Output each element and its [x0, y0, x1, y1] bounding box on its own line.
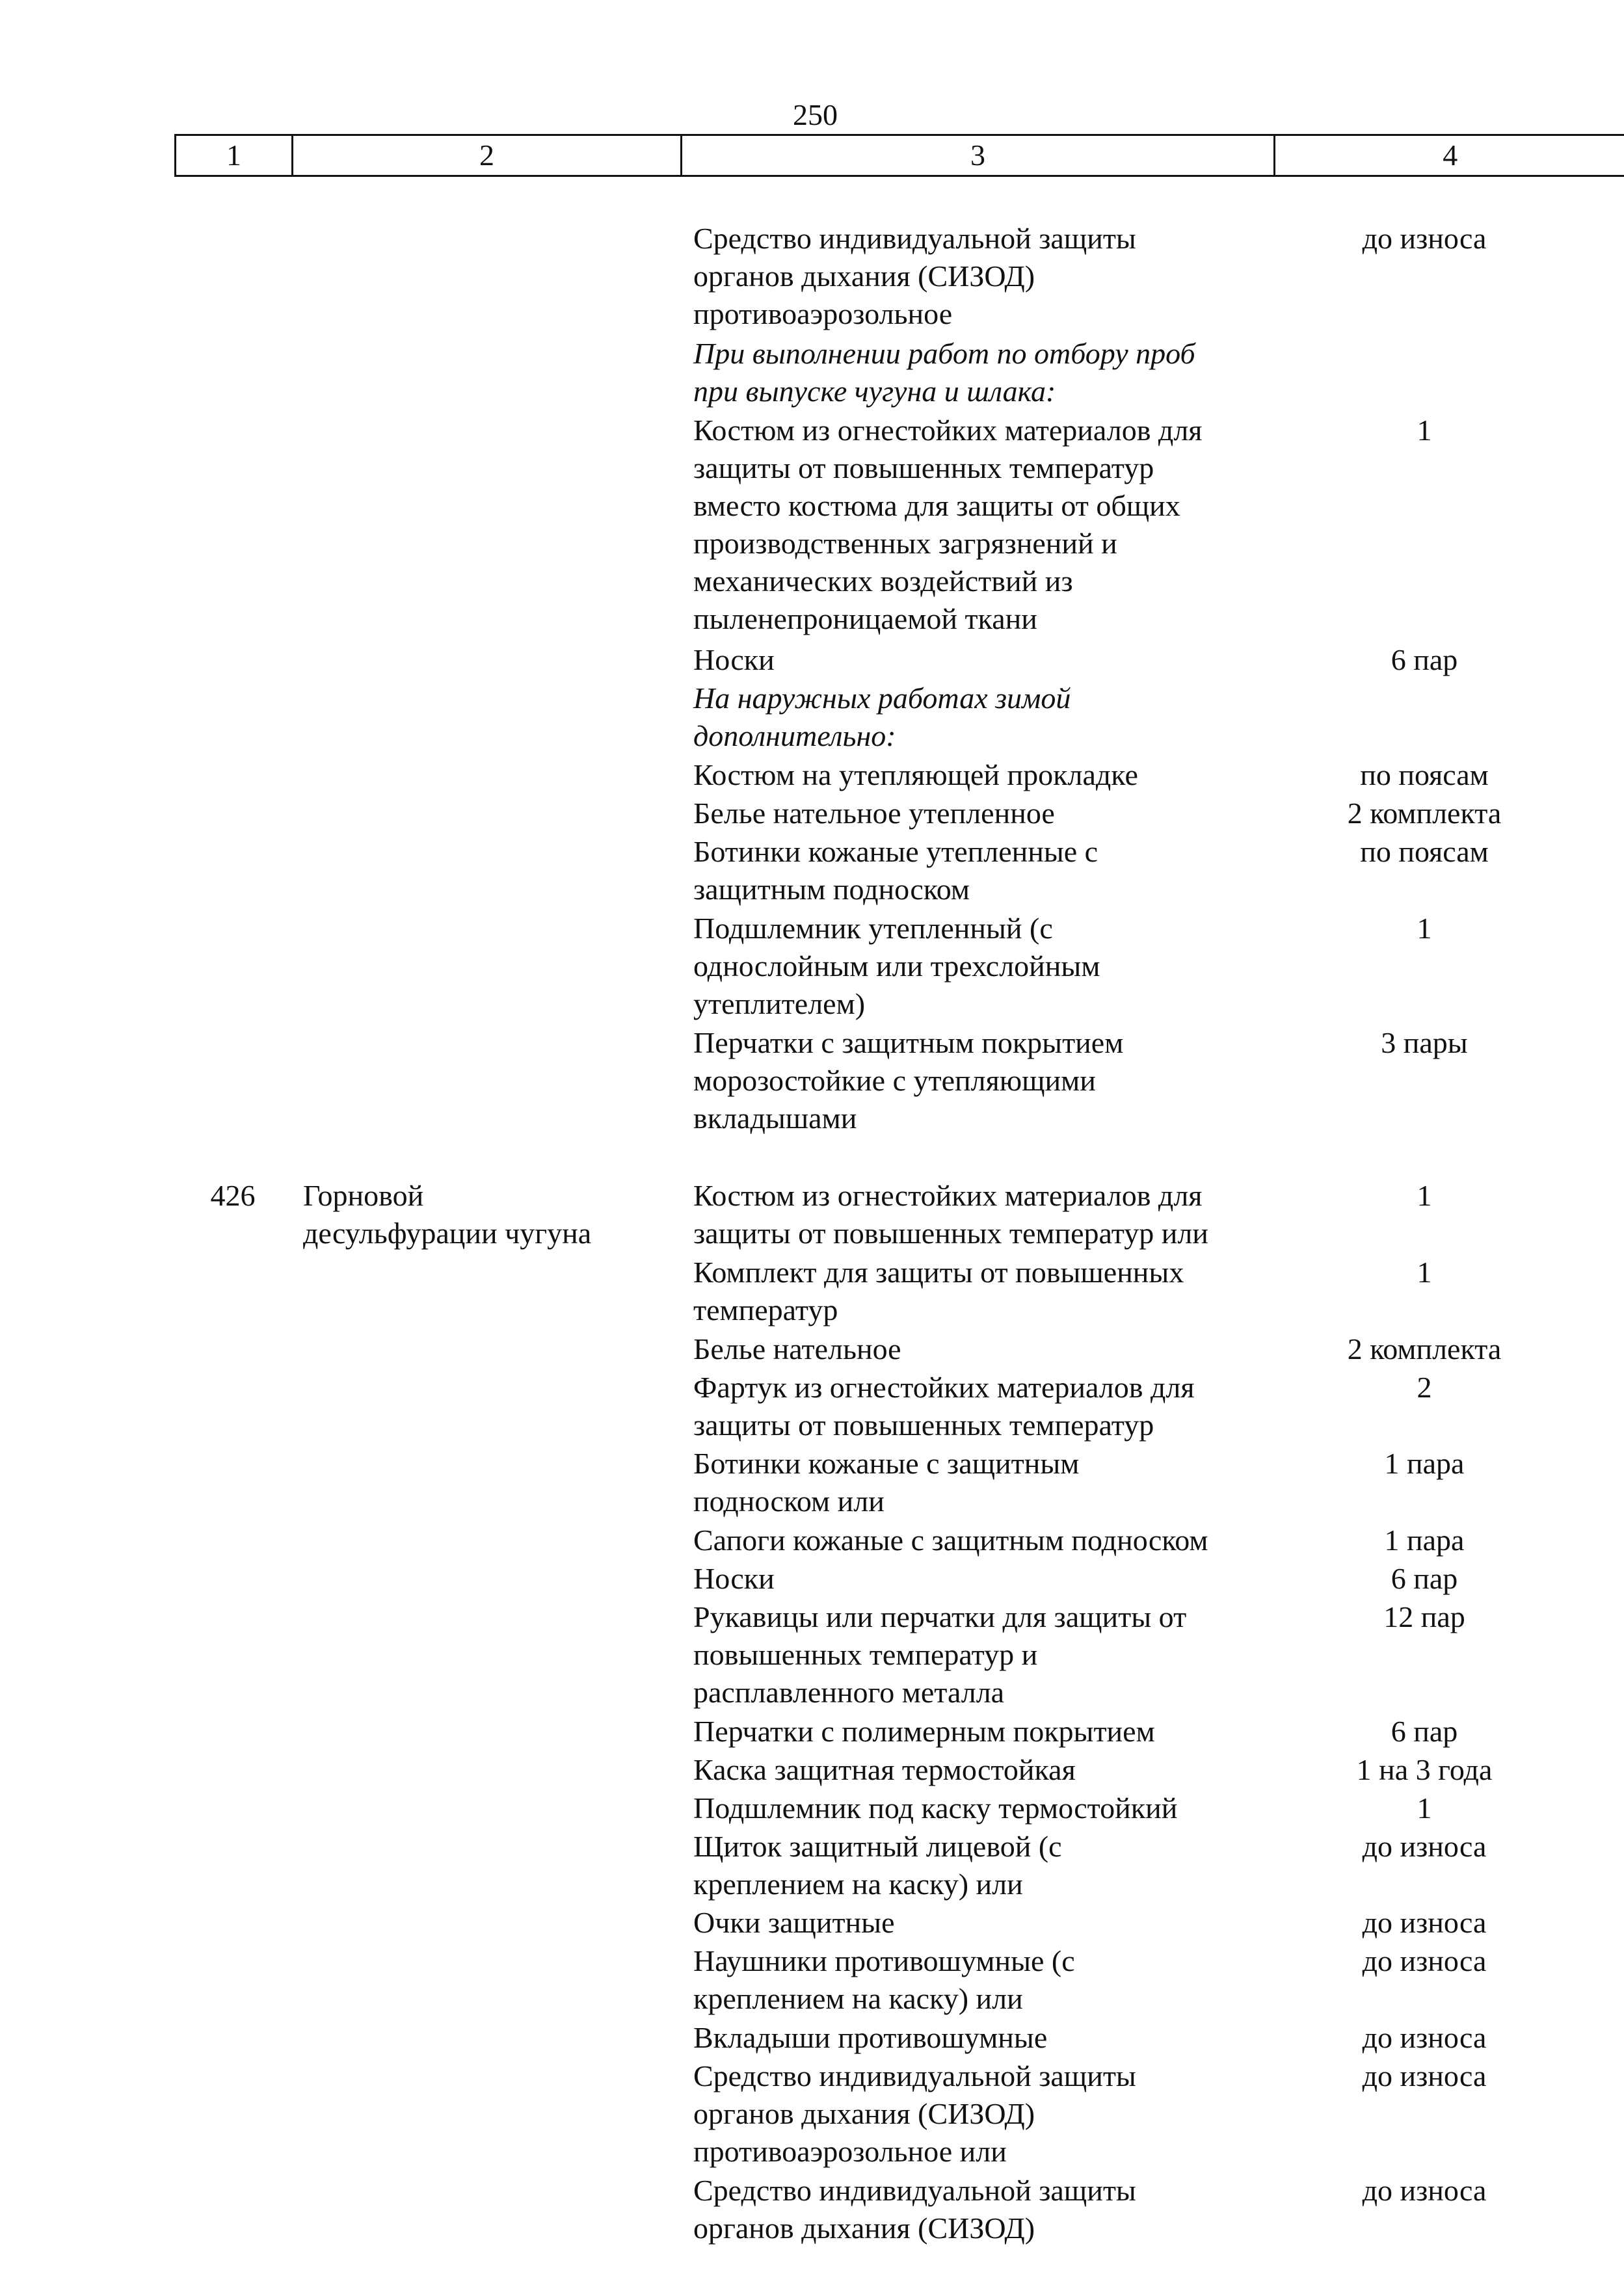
ppe-item: Наушники противошумные (с креплением на каску) или	[693, 1944, 1075, 2015]
issue-norm: 1	[1417, 1179, 1432, 1212]
column-header-3: 3	[682, 135, 1275, 176]
ppe-item: Носки	[693, 1562, 775, 1595]
row-number: 426	[210, 1179, 256, 1212]
ppe-item: Ботинки кожаные с защитным подноском или	[693, 1447, 1080, 1518]
ppe-item: Костюм из огнестойких материалов для защиты от повышенных температур или	[693, 1179, 1208, 1250]
issue-norm: 3 пары	[1381, 1026, 1468, 1059]
column-header-4: 4	[1275, 135, 1624, 176]
issue-norm: по поясам	[1360, 758, 1489, 791]
ppe-item: Костюм на утепляющей прокладке	[693, 758, 1138, 791]
column-header-2: 2	[293, 135, 682, 176]
ppe-item: Сапоги кожаные с защитным подноском	[693, 1524, 1208, 1557]
page-number-text: 250	[793, 98, 838, 131]
issue-norm: 1	[1417, 1791, 1432, 1825]
issue-norm: до износа	[1362, 1906, 1487, 1939]
issue-norm: 1 на 3 года	[1356, 1753, 1493, 1786]
ppe-item: Комплект для защиты от повышенных температур	[693, 1256, 1184, 1326]
issue-norm: 2	[1417, 1371, 1432, 1404]
issue-norm: 6 пар	[1391, 1715, 1458, 1748]
issue-norm: 1	[1417, 912, 1432, 945]
ppe-item: Перчатки с полимерным покрытием	[693, 1715, 1155, 1748]
ppe-item: Ботинки кожаные утепленные с защитным подноском	[693, 835, 1098, 906]
issue-norm: 2 комплекта	[1347, 1332, 1502, 1366]
issue-norm: 1 пара	[1384, 1447, 1465, 1480]
ppe-item: Носки	[693, 643, 775, 676]
issue-norm: 1 пара	[1384, 1524, 1465, 1557]
column-header-1: 1	[176, 135, 293, 176]
ppe-item: Каска защитная термостойкая	[693, 1753, 1076, 1786]
ppe-item: Средство индивидуальной защиты органов дыхания (СИЗОД) противоаэрозольное	[693, 222, 1136, 330]
column-header-table	[174, 134, 1624, 177]
issue-norm: 1	[1417, 414, 1432, 447]
ppe-item: Белье нательное	[693, 1332, 901, 1366]
ppe-item: При выполнении работ по отбору проб при выпуске чугуна и шлака:	[693, 337, 1195, 408]
issue-norm: 12 пар	[1383, 1600, 1465, 1633]
issue-norm: до износа	[1362, 2059, 1487, 2092]
ppe-item: На наружных работах зимой дополнительно:	[693, 681, 1071, 752]
ppe-item: Белье нательное утепленное	[693, 797, 1055, 830]
ppe-item: Перчатки с защитным покрытием морозостойкие с утепляющими вкладышами	[693, 1026, 1124, 1135]
ppe-item: Вкладыши противошумные	[693, 2021, 1048, 2054]
issue-norm: 6 пар	[1391, 643, 1458, 676]
ppe-item: Подшлемник утепленный (с однослойным или трехслойным утеплителем)	[693, 912, 1100, 1020]
ppe-item: Рукавицы или перчатки для защиты от повышенных температур и расплавленного металла	[693, 1600, 1187, 1709]
issue-norm: до износа	[1362, 2021, 1487, 2054]
page-number	[0, 96, 1624, 134]
ppe-item: Средство индивидуальной защиты органов дыхания (СИЗОД) противоаэрозольное или	[693, 2059, 1136, 2168]
ppe-item: Костюм из огнестойких материалов для защиты от повышенных температур вместо костюма для защиты от общих производственных загрязнений и механических воздействий из пыленепроницаемой ткани	[693, 414, 1203, 635]
profession-title: Горновой десульфурации чугуна	[303, 1179, 592, 1250]
issue-norm: до износа	[1362, 2174, 1487, 2207]
issue-norm: до износа	[1362, 1830, 1487, 1863]
ppe-item: Подшлемник под каску термостойкий	[693, 1791, 1178, 1825]
issue-norm: 1	[1417, 1256, 1432, 1289]
issue-norm: 6 пар	[1391, 1562, 1458, 1595]
issue-norm: до износа	[1362, 222, 1487, 255]
issue-norm: 2 комплекта	[1347, 797, 1502, 830]
ppe-item: Щиток защитный лицевой (с креплением на каску) или	[693, 1830, 1062, 1901]
ppe-item: Фартук из огнестойких материалов для защиты от повышенных температур	[693, 1371, 1195, 1442]
ppe-item: Очки защитные	[693, 1906, 895, 1939]
ppe-item: Средство индивидуальной защиты органов дыхания (СИЗОД)	[693, 2174, 1136, 2245]
column-header-row	[176, 135, 1624, 176]
issue-norm: по поясам	[1360, 835, 1489, 868]
issue-norm: до износа	[1362, 1944, 1487, 1977]
